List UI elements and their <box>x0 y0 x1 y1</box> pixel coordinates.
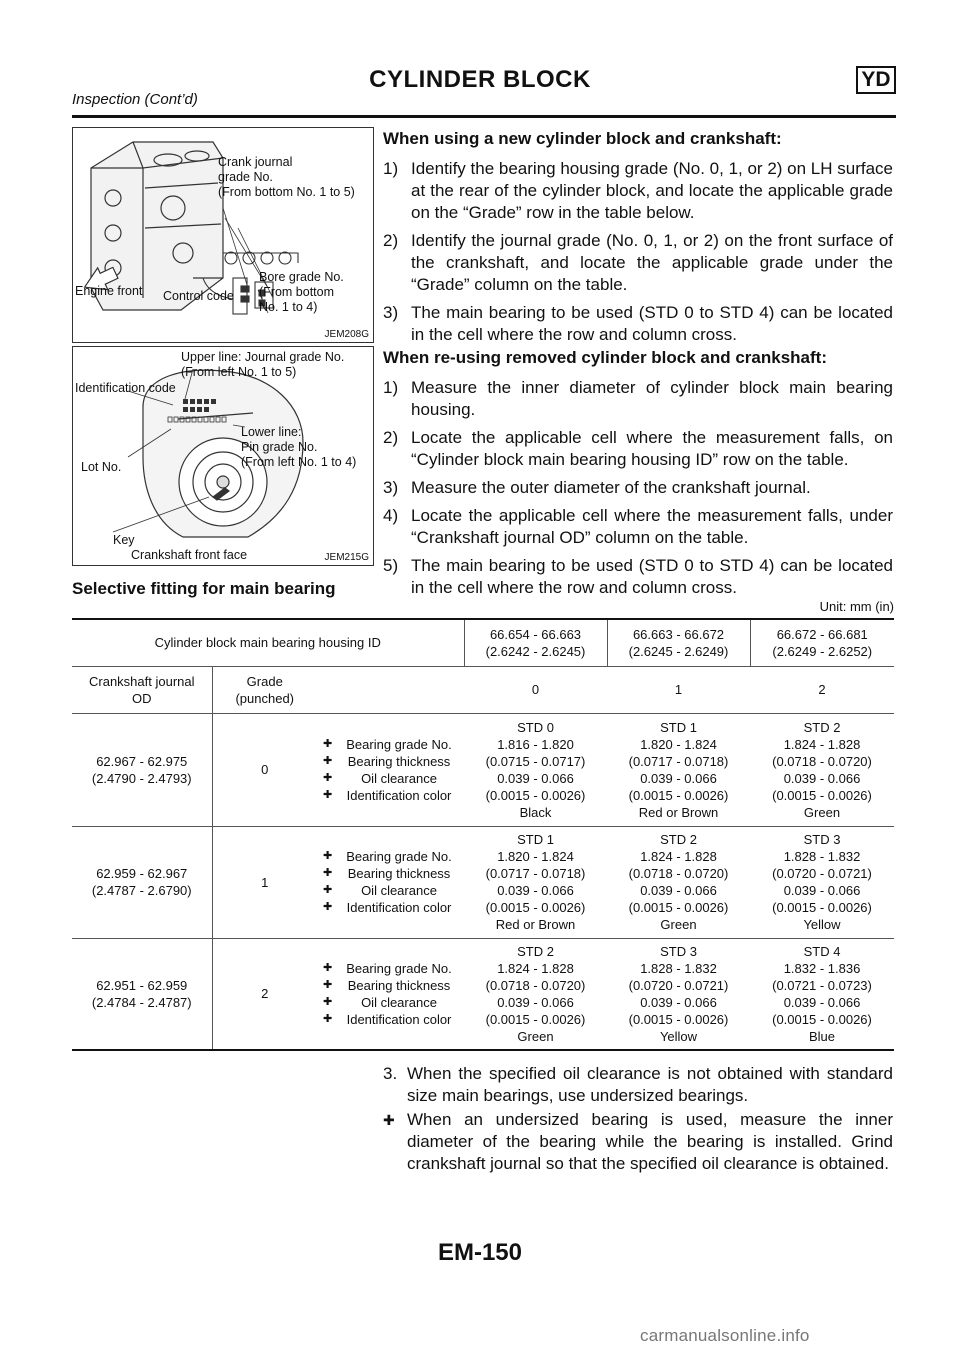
table-cell: 1 <box>212 826 317 938</box>
table-cell: 0 <box>464 666 607 713</box>
identification-code-label: Identification code <box>75 381 176 395</box>
control-code-label: Control code <box>163 289 234 303</box>
lower-line-label: Lower line: Pin grade No. (From left No. 1 to 4) <box>241 425 357 469</box>
lot-number-label: Lot No. <box>81 460 122 474</box>
table-row <box>72 938 894 1050</box>
procedure-step: 2) Identify the journal grade (No. 0, 1, or 2) on the front surface of the crankshaft, and locate the applicable grade under the “Grade” column on the table. <box>383 231 893 294</box>
procedure-step: 3) The main bearing to be used (STD 0 to STD 4) can be located in the cell where the row and column cross. <box>383 303 893 344</box>
item-list: ✚ Bearing grade No. ✚ Bearing thickness ✚ Oil clearance ✚ Identification color <box>317 938 464 1050</box>
table-cell: 66.672 - 66.681 (2.6249 - 2.6252) <box>750 619 894 666</box>
table-cell: 66.654 - 66.663 (2.6242 - 2.6245) <box>464 619 607 666</box>
procedure-step: 2) Locate the applicable cell where the measurement falls, on “Cylinder block main bearing housing ID” row on the table. <box>383 428 893 469</box>
table-cell: 62.967 - 62.975 (2.4790 - 2.4793) <box>72 713 212 826</box>
selective-fitting-heading: Selective fitting for main bearing <box>72 579 336 598</box>
journal-od-label: Crankshaft journal OD <box>72 666 212 713</box>
note-bullet: ✚ When an undersized bearing is used, measure the inner diameter of the bearing while the bearing is installed. Grind crankshaft journal so that the specified oil clearance is obtained. <box>383 1110 893 1173</box>
crankshaft-front-face-label: Crankshaft front face <box>131 548 248 562</box>
table-cell: STD 0 1.816 - 1.820 (0.0715 - 0.0717) 0.039 - 0.066 (0.0015 - 0.0026) Black <box>464 713 607 826</box>
table-row <box>72 826 894 938</box>
figure-crankshaft-face <box>72 346 374 566</box>
figure-code: JEM208G <box>324 329 369 340</box>
table-cell: STD 1 1.820 - 1.824 (0.0717 - 0.0718) 0.039 - 0.066 (0.0015 - 0.0026) Red or Brown <box>464 826 607 938</box>
procedure-step: 1) Identify the bearing housing grade (No. 0, 1, or 2) on LH surface at the rear of the cylinder block, and locate the applicable grade on the “Grade” row in the table below. <box>383 159 893 222</box>
page-title: CYLINDER BLOCK <box>369 66 591 93</box>
crank-journal-grade-label: Crank journal grade No. (From bottom No. 1 to 5) <box>218 155 355 199</box>
table-cell: 2 <box>750 666 894 713</box>
new-block-procedure <box>383 128 893 352</box>
table-cell: STD 3 1.828 - 1.832 (0.0720 - 0.0721) 0.039 - 0.066 (0.0015 - 0.0026) Yellow <box>750 826 894 938</box>
unit-label: Unit: mm (in) <box>819 599 894 614</box>
table-cell: STD 3 1.828 - 1.832 (0.0720 - 0.0721) 0.039 - 0.066 (0.0015 - 0.0026) Yellow <box>607 938 750 1050</box>
table-cell: 66.663 - 66.672 (2.6245 - 2.6249) <box>607 619 750 666</box>
housing-id-label: Cylinder block main bearing housing ID <box>72 619 464 666</box>
main-bearing-table <box>72 618 894 1051</box>
section-heading: When using a new cylinder block and crankshaft: <box>383 129 782 148</box>
page-number: EM-150 <box>437 1239 523 1266</box>
watermark: carmanualsonline.info <box>640 1326 810 1345</box>
table-cell: STD 2 1.824 - 1.828 (0.0718 - 0.0720) 0.039 - 0.066 (0.0015 - 0.0026) Green <box>464 938 607 1050</box>
procedure-step: 1) Measure the inner diameter of cylinder block main bearing housing. <box>383 378 893 419</box>
table-row <box>72 619 894 666</box>
table-cell: STD 1 1.820 - 1.824 (0.0717 - 0.0718) 0.039 - 0.066 (0.0015 - 0.0026) Red or Brown <box>607 713 750 826</box>
table-cell: STD 2 1.824 - 1.828 (0.0718 - 0.0720) 0.039 - 0.066 (0.0015 - 0.0026) Green <box>607 826 750 938</box>
table-cell: STD 2 1.824 - 1.828 (0.0718 - 0.0720) 0.039 - 0.066 (0.0015 - 0.0026) Green <box>750 713 894 826</box>
table-cell: 2 <box>212 938 317 1050</box>
model-badge: YD <box>856 66 896 94</box>
upper-line-label: Upper line: Journal grade No. (From left No. 1 to 5) <box>181 350 345 379</box>
note-undersized: 3. When the specified oil clearance is not obtained with standard size main bearings, use undersized bearings. <box>383 1064 893 1105</box>
reuse-block-procedure <box>383 347 893 605</box>
grade-label: Grade (punched) <box>212 666 317 713</box>
item-list: ✚ Bearing grade No. ✚ Bearing thickness ✚ Oil clearance ✚ Identification color <box>317 713 464 826</box>
item-list: ✚ Bearing grade No. ✚ Bearing thickness ✚ Oil clearance ✚ Identification color <box>317 826 464 938</box>
header-rule <box>72 115 896 118</box>
engine-front-label: Engine front <box>75 284 143 298</box>
bore-grade-label: Bore grade No. (From bottom No. 1 to 4) <box>259 270 344 314</box>
key-label: Key <box>113 533 135 547</box>
table-cell: 62.951 - 62.959 (2.4784 - 2.4787) <box>72 938 212 1050</box>
table-cell: 62.959 - 62.967 (2.4787 - 2.6790) <box>72 826 212 938</box>
table-cell <box>317 666 464 713</box>
bullet-icon: ✚ <box>383 1112 395 1128</box>
table-cell: 1 <box>607 666 750 713</box>
table-cell: STD 4 1.832 - 1.836 (0.0721 - 0.0723) 0.039 - 0.066 (0.0015 - 0.0026) Blue <box>750 938 894 1050</box>
figure-cylinder-block <box>72 127 374 343</box>
procedure-step: 5) The main bearing to be used (STD 0 to STD 4) can be located in the cell where the row and column cross. <box>383 556 893 597</box>
figure-code: JEM215G <box>324 552 369 563</box>
table-cell: 0 <box>212 713 317 826</box>
section-heading: When re-using removed cylinder block and crankshaft: <box>383 348 827 367</box>
page-subtitle: Inspection (Cont’d) <box>72 91 198 108</box>
table-row <box>72 713 894 826</box>
table-row <box>72 666 894 713</box>
procedure-step: 3) Measure the outer diameter of the crankshaft journal. <box>383 478 811 497</box>
procedure-step: 4) Locate the applicable cell where the measurement falls, under “Crankshaft journal OD” column on the table. <box>383 506 893 547</box>
